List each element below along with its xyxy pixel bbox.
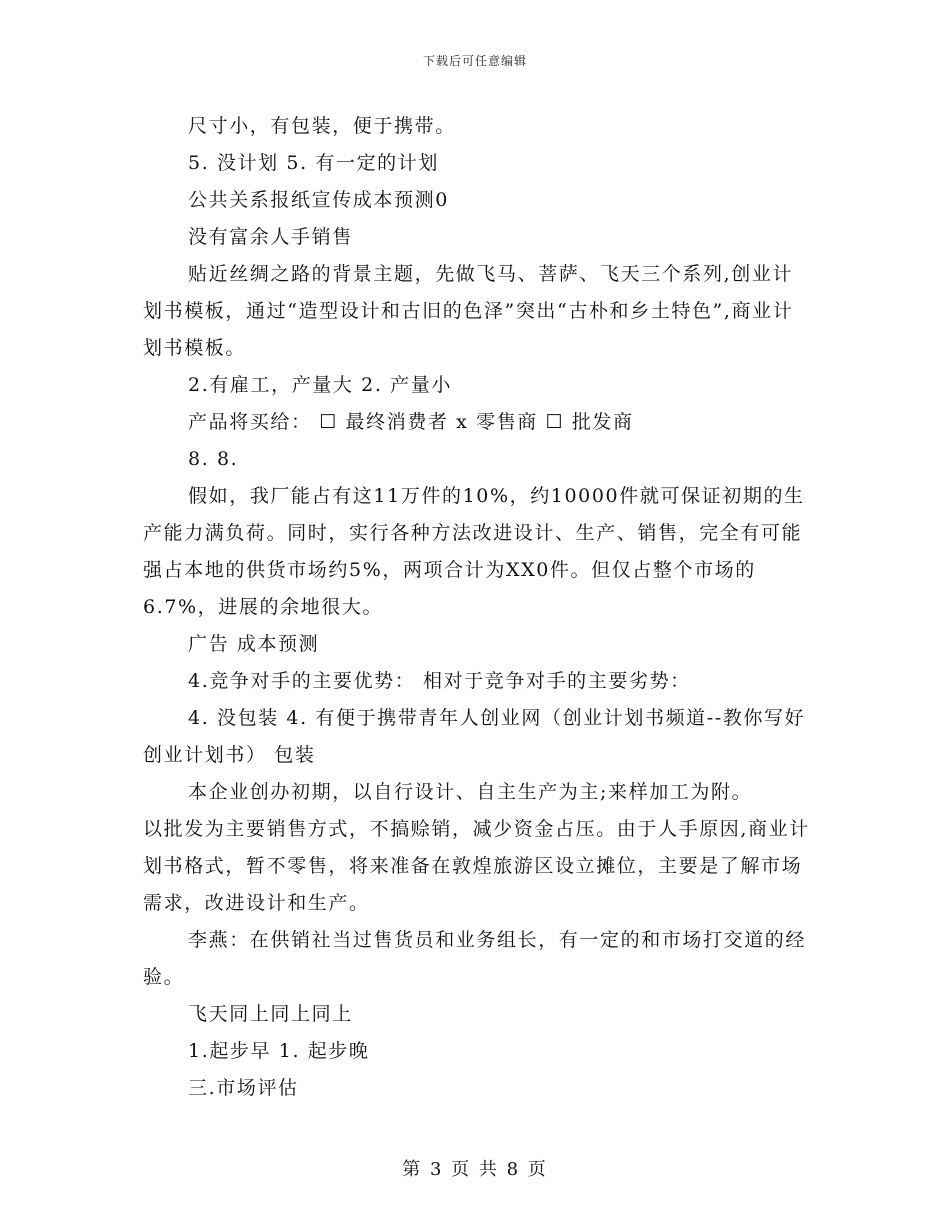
page-header-note: 下载后可任意编辑 bbox=[422, 54, 527, 68]
paragraph: 李燕：在供销社当过售货员和业务组长，有一定的和市场打交道的经验。 bbox=[143, 929, 807, 988]
paragraph: 4. 没包装 4. 有便于携带青年人创业网（创业计划书频道--教你写好创业计划书） 包装 bbox=[143, 707, 806, 766]
paragraph: 尺寸小，有包装，便于携带。 bbox=[188, 115, 456, 137]
paragraph: 2.有雇工，产量大 2. 产量小 bbox=[188, 374, 452, 396]
paragraph: 产品将买给： ☐ 最终消费者 x 零售商 ☐ 批发商 bbox=[188, 411, 634, 433]
paragraph: 假如，我厂能占有这11万件的10%，约10000件就可保证初期的生产能力满负荷。同时，实行各种方法改进设计、生产、销售，完全有可能强占本地的供货市场约5%，两项合计为XX0件。但仅占整个市场的6.7%，进展的余地很大。 bbox=[143, 485, 805, 618]
paragraph: 1.起步早 1. 起步晚 bbox=[188, 1040, 370, 1062]
paragraph: 没有富余人手销售 bbox=[188, 226, 353, 248]
paragraph: 广告 成本预测 bbox=[188, 633, 320, 655]
paragraph: 公共关系报纸宣传成本预测0 bbox=[188, 189, 449, 211]
paragraph: 8. 8. bbox=[188, 448, 239, 470]
paragraph: 4.竞争对手的主要优势： 相对于竞争对手的主要劣势： bbox=[188, 670, 691, 692]
paragraph: 5. 没计划 5. 有一定的计划 bbox=[188, 152, 439, 174]
section-heading: 三.市场评估 bbox=[188, 1077, 299, 1099]
paragraph: 飞天同上同上同上 bbox=[188, 1003, 353, 1025]
paragraph: 以批发为主要销售方式，不搞赊销，减少资金占压。由于人手原因,商业计划书格式，暂不零售，将来准备在敦煌旅游区设立摊位，主要是了解市场需求，改进设计和生产。 bbox=[143, 818, 810, 914]
paragraph: 贴近丝绸之路的背景主题，先做飞马、菩萨、飞天三个系列,创业计划书模板，通过“造型设计和古旧的色泽”突出“古朴和乡土特色”,商业计划书模板。 bbox=[143, 263, 794, 359]
page-number: 第 3 页 共 8 页 bbox=[402, 1159, 548, 1180]
document-body bbox=[143, 108, 813, 1107]
paragraph: 本企业创办初期，以自行设计、自主生产为主;来样加工为附。 bbox=[188, 781, 753, 803]
